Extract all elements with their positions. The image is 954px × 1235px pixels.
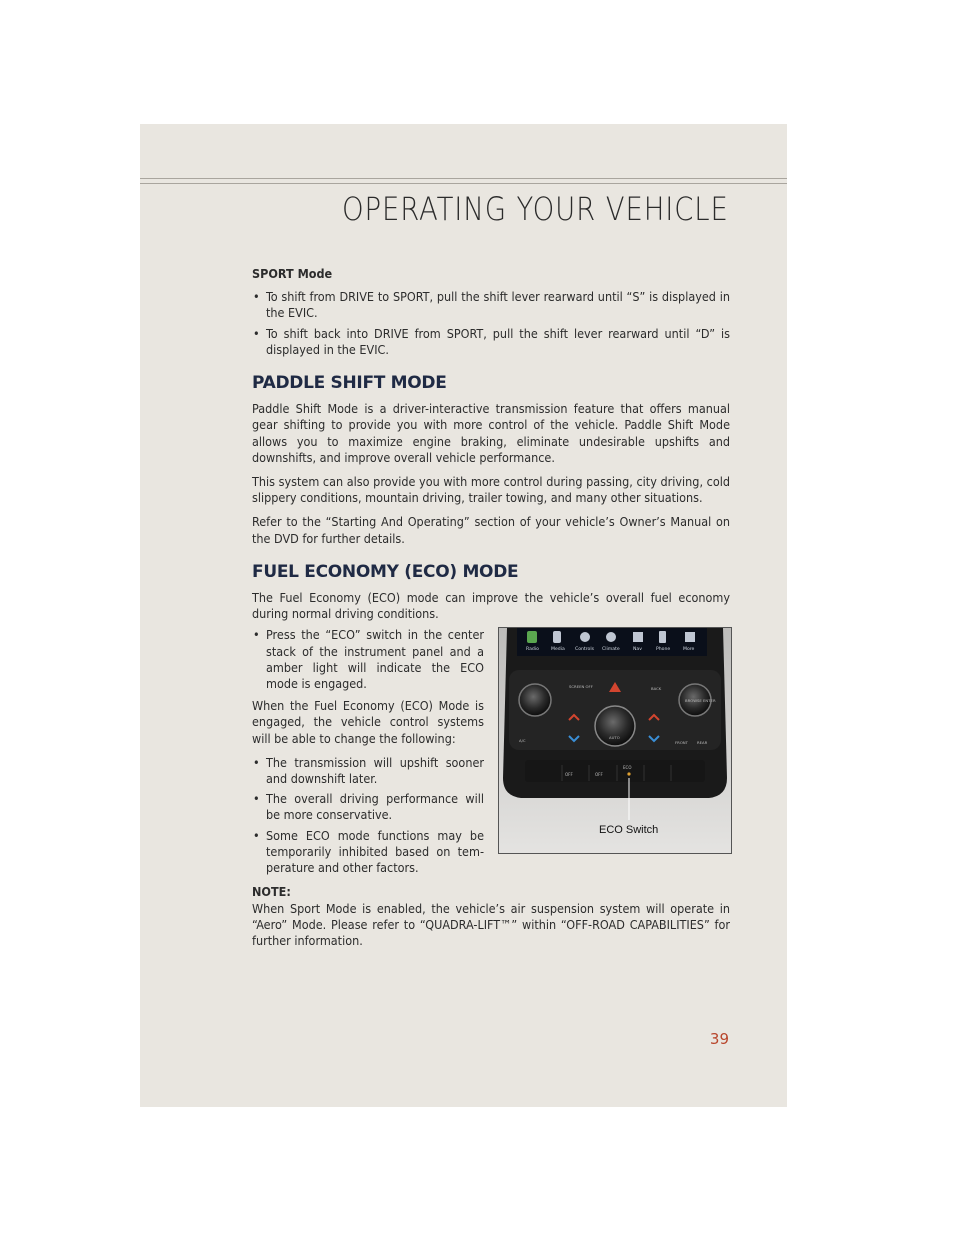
paddle-paragraph-3: Refer to the “Starting And Operating” section of your vehicle’s Owner’s Manual on the DVD for further details. [252, 514, 730, 546]
note-label: NOTE: [252, 884, 291, 900]
eco-switch-figure [498, 627, 732, 854]
screen-label-media: Media [551, 647, 565, 653]
eco-middle-paragraph: When the Fuel Economy (ECO) Mode is engaged, the vehicle control systems will be able to change the following: [252, 698, 484, 746]
center-stack-photo [499, 628, 731, 853]
ac-label: A/C [519, 738, 526, 744]
eco-button-label: ECO [623, 765, 632, 771]
sport-bullet-2: • To shift back into DRIVE from SPORT, pull the shift lever rearward until “D” is displayed in the EVIC. [252, 326, 730, 358]
screen-label-climate: Climate [602, 647, 620, 653]
figure-caption: ECO Switch [599, 824, 659, 837]
eco-indicator-light [627, 773, 630, 776]
paddle-shift-heading: PADDLE SHIFT MODE [252, 373, 447, 394]
screen-label-nav: Nav [633, 647, 642, 653]
off-label-1: OFF [565, 772, 573, 778]
auto-label: AUTO [609, 735, 620, 741]
browse-enter-label: BROWSE ENTER [685, 698, 716, 704]
screen-label-controls: Controls [575, 647, 594, 653]
sport-mode-heading: SPORT Mode [252, 266, 333, 281]
page-content [252, 266, 730, 957]
off-label-2: OFF [595, 772, 603, 778]
page-number: 39 [709, 1030, 729, 1048]
eco-text-column [252, 627, 484, 876]
paddle-paragraph-2: This system can also provide you with more control during passing, city driving, cold slippery conditions, mountain driving, trailer towing, and many other situations. [252, 474, 730, 506]
screen-label-radio: Radio [526, 647, 539, 653]
eco-effect-3: • Some ECO mode functions may be temporarily inhibited based on temperature and other factors. [252, 828, 484, 877]
sport-mode-list [252, 289, 730, 358]
header-rule-top [140, 178, 787, 179]
back-label: BACK [651, 686, 662, 692]
eco-mode-heading: FUEL ECONOMY (ECO) MODE [252, 561, 519, 582]
front-label: FRONT [675, 740, 688, 746]
eco-effect-2: • The overall driving performance will be more conservative. [252, 791, 484, 823]
sport-bullet-1: • To shift from DRIVE to SPORT, pull the shift lever rearward until “S” is displayed in the EVIC. [252, 289, 730, 321]
screen-off-label: SCREEN OFF [569, 684, 593, 690]
note-text: When Sport Mode is enabled, the vehicle’s air suspension system will operate in “Aero” Mode. Please refer to “QUADRA-LIFT™” within “OFF-ROAD CAPABILITIES” for further information. [252, 900, 730, 948]
paddle-paragraph-1: Paddle Shift Mode is a driver-interactive transmission feature that offers manual gear shifting to provide you with more control of the vehicle. Paddle Shift Mode allows you to maximize engine braking, eliminate undesirable upshifts and downshifts, and improve overall vehicle performance. [252, 401, 730, 465]
eco-effects-list [252, 755, 484, 876]
eco-bullet-press: • Press the “ECO” switch in the center stack of the instrument panel and a amber light will indicate the ECO mode is engaged. [252, 627, 484, 692]
screen-label-phone: Phone [656, 647, 671, 653]
rear-label: REAR [697, 740, 708, 746]
manual-page [140, 124, 787, 1107]
eco-intro: The Fuel Economy (ECO) mode can improve the vehicle’s overall fuel economy during normal driving conditions. [252, 590, 730, 622]
eco-press-list [252, 627, 484, 692]
eco-effect-1: • The transmission will upshift sooner and downshift later. [252, 755, 484, 787]
screen-label-more: More [683, 647, 695, 653]
eco-block [252, 627, 730, 876]
section-title: OPERATING YOUR VEHICLE [342, 190, 729, 228]
header-rule-bottom [140, 183, 787, 184]
